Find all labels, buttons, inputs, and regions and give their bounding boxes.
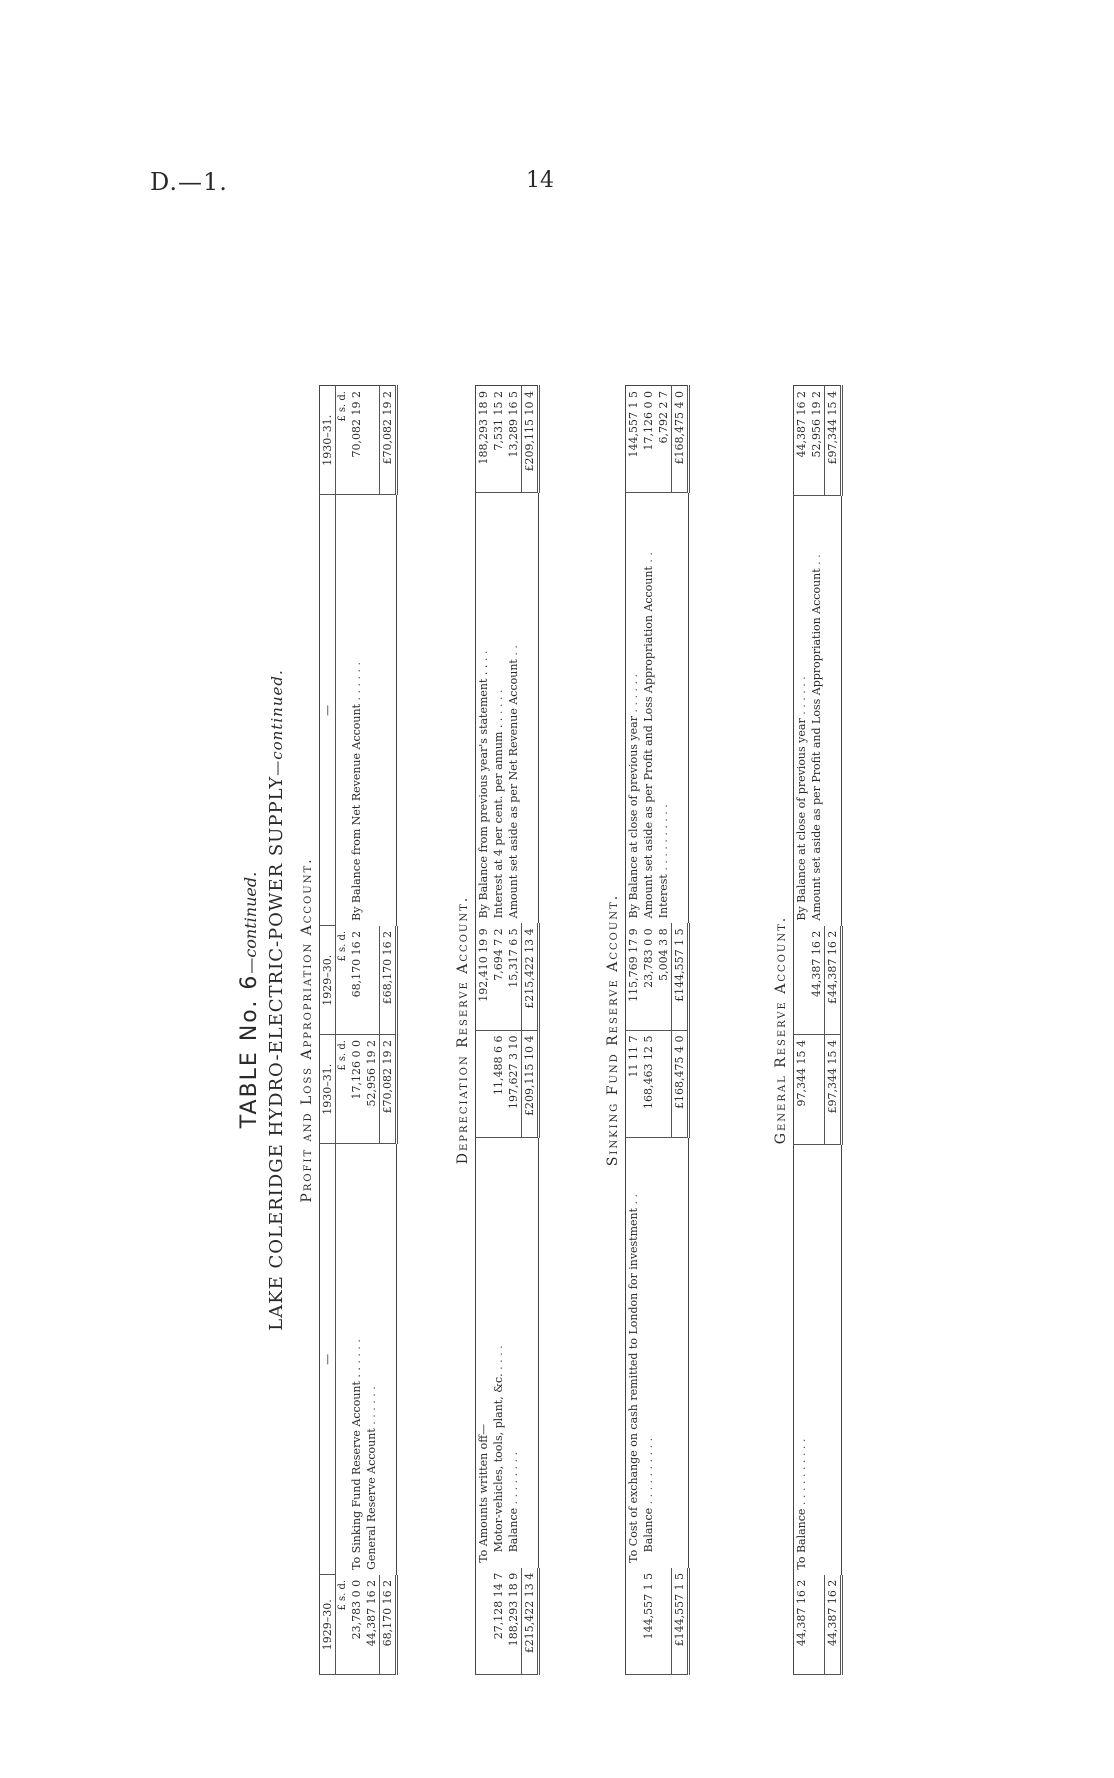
- pl-col-prev-cr: 1929–30.: [320, 926, 336, 1035]
- units-spacer: [336, 1144, 350, 1575]
- dep-h-curr: [476, 1030, 492, 1137]
- dep-c2-prev: 15,317 6 5: [506, 923, 522, 1030]
- pl-debit-total-curr: £70,082 19 2: [380, 1035, 397, 1144]
- sink-d0-curr: 11 11 7: [626, 1030, 642, 1137]
- gen-empty-c: [809, 1035, 825, 1145]
- pl-col-dash-cr: —: [320, 495, 336, 926]
- pl-c0-text: By Balance from Net Revenue Account . . . . . .: [350, 662, 363, 921]
- dep-c0-prev: 192,410 19 9: [476, 923, 492, 1030]
- gen-c0-curr: 44,387 16 2: [794, 386, 810, 496]
- scheme-title: [266, 285, 287, 1715]
- sink-c0-curr: 144,557 1 5: [626, 386, 642, 493]
- sink-credit-total-curr: £168,475 4 0: [672, 386, 689, 493]
- gen-d0-prev: 44,387 16 2: [794, 1575, 810, 1675]
- sink-d0-text: To Cost of exchange on cash remitted to London for investment . .: [627, 1193, 640, 1563]
- sink-debit-total-curr: £168,475 4 0: [672, 1030, 689, 1137]
- gen-c1-prev: 44,387 16 2: [809, 926, 825, 1035]
- dep-d0-prev: 27,128 14 7: [491, 1568, 506, 1675]
- sink-empty-b: [656, 1137, 672, 1568]
- dep-c1-text: Interest at 4 per cent. per annum . . . . . .: [492, 689, 505, 919]
- gen-heading: General Reserve Account.: [773, 915, 789, 1145]
- dep-c2-text: Amount set aside as per Net Revenue Account . .: [507, 645, 520, 919]
- table-title: [237, 285, 262, 1715]
- pl-d1-text: General Reserve Account . . . . . .: [365, 1386, 378, 1570]
- dep-d1-curr: 197,627 3 10: [506, 1030, 522, 1137]
- sink-table: [625, 385, 690, 1675]
- pl-credit-total-curr: £70,082 19 2: [380, 386, 397, 495]
- pl-col-dash: —: [320, 1144, 336, 1575]
- sink-c2-curr: 6,792 2 7: [656, 386, 672, 493]
- gen-credit-total-prev: £44,387 16 2: [825, 926, 842, 1035]
- sink-c0-prev: 115,769 17 9: [626, 923, 642, 1030]
- dep-d1-text: Balance . . . . . . . .: [507, 1451, 520, 1553]
- gen-empty-a: [809, 1575, 825, 1675]
- table-number: TABLE No. 6: [237, 973, 262, 1129]
- sink-empty-a: [656, 1568, 672, 1675]
- dep-c0-curr: 188,293 18 9: [476, 386, 492, 493]
- dep-heading: Depreciation Reserve Account.: [455, 895, 471, 1165]
- gen-d0-curr: 97,344 15 4: [794, 1035, 810, 1145]
- sink-empty-c: [656, 1030, 672, 1137]
- dep-debit-total-prev: £215,422 13 4: [522, 1568, 539, 1675]
- pl-col-curr: 1930–31.: [320, 1035, 336, 1144]
- dep-d0-curr: 11,488 6 6: [491, 1030, 506, 1137]
- dep-account: [449, 385, 540, 1675]
- pl-empty-b: [364, 495, 380, 926]
- pl-account: [293, 385, 398, 1675]
- pl-d0-curr: 17,126 0 0: [349, 1035, 364, 1144]
- pl-d0-prev: 23,783 0 0: [349, 1575, 364, 1675]
- dep-c1-prev: 7,694 7 2: [491, 923, 506, 1030]
- sink-credit-total-prev: £144,557 1 5: [672, 923, 689, 1030]
- pl-heading: Profit and Loss Appropriation Account.: [299, 857, 315, 1203]
- sink-c0-text: By Balance at close of previous year . . . . . .: [627, 674, 640, 919]
- sink-d0-prev: [626, 1568, 642, 1675]
- pl-d1-curr: 52,956 19 2: [364, 1035, 380, 1144]
- gen-debit-total-prev: 44,387 16 2: [825, 1575, 842, 1675]
- page-number: 14: [526, 168, 554, 193]
- gen-empty-b: [809, 1144, 825, 1575]
- dep-c1-curr: 7,531 15 2: [491, 386, 506, 493]
- pl-empty-c: [364, 386, 380, 495]
- gen-table: [793, 385, 843, 1675]
- sink-d1-prev: 144,557 1 5: [641, 1568, 656, 1675]
- dep-debit-total-curr: £209,115 10 4: [522, 1030, 539, 1137]
- pl-tot-spacer-cr: [380, 495, 397, 926]
- dep-d0-text: Motor-vehicles, tools, plant, &c. . . . .: [492, 1345, 505, 1553]
- sink-c2-prev: 5,004 3 8: [656, 923, 672, 1030]
- dep-credit-total-prev: £215,422 13 4: [522, 923, 539, 1030]
- pl-d1-prev: 44,387 16 2: [364, 1575, 380, 1675]
- gen-c1-curr: 52,956 19 2: [809, 386, 825, 496]
- dep-tot-spacer: [522, 1137, 539, 1568]
- pl-debit-total-prev: 68,170 16 2: [380, 1575, 397, 1675]
- units-prev: £ s. d.: [336, 1575, 350, 1675]
- units-spacer-cr: [336, 495, 350, 926]
- title-block: [227, 285, 287, 1715]
- sink-c2-text: Interest . . . . . . . . . .: [657, 804, 670, 919]
- pl-col-prev: 1929–30.: [320, 1575, 336, 1675]
- dep-table: [475, 385, 540, 1675]
- dep-credit-total-curr: £209,115 10 4: [522, 386, 539, 493]
- table-continued: —continued.: [241, 871, 260, 974]
- dep-d1-prev: 188,293 18 9: [506, 1568, 522, 1675]
- sink-d1-text: Balance . . . . . . . . . .: [642, 1437, 655, 1553]
- gen-tot-spacer-cr: [825, 495, 842, 926]
- sink-c1-text: Amount set aside as per Profit and Loss Appropriation Account . .: [642, 552, 655, 919]
- units-curr-cr: £ s. d.: [336, 386, 350, 495]
- dep-debit-head: To Amounts written off—: [477, 1423, 490, 1563]
- pl-c0-curr: 70,082 19 2: [349, 386, 364, 495]
- pl-table: [319, 385, 398, 1675]
- gen-c1-text: Amount set aside as per Profit and Loss Appropriation Account . .: [810, 554, 823, 921]
- sink-d1-curr: 168,463 12 5: [641, 1030, 656, 1137]
- gen-d0-text: To Balance . . . . . . . . . .: [795, 1438, 808, 1570]
- sink-c1-prev: 23,783 0 0: [641, 923, 656, 1030]
- gen-tot-spacer: [825, 1144, 842, 1575]
- page-code: D.—1.: [150, 168, 228, 196]
- sink-debit-total-prev: £144,557 1 5: [672, 1568, 689, 1675]
- scheme-name: LAKE COLERIDGE HYDRO-ELECTRIC-POWER SUPPLY: [266, 775, 287, 1331]
- pl-c0-prev: 68,170 16 2: [349, 926, 364, 1035]
- rotated-table-sheet: [227, 285, 947, 1715]
- dep-tot-spacer-cr: [522, 493, 539, 924]
- dep-c0-text: By Balance from previous year's statement . . . .: [477, 650, 490, 919]
- dep-h-prev: [476, 1568, 492, 1675]
- pl-credit-total-prev: £68,170 16 2: [380, 926, 397, 1035]
- gen-debit-total-curr: £97,344 15 4: [825, 1035, 842, 1145]
- sink-heading: Sinking Fund Reserve Account.: [605, 893, 621, 1167]
- gen-account: [767, 385, 843, 1675]
- gen-c0-prev: [794, 926, 810, 1035]
- sink-tot-spacer-cr: [672, 493, 689, 924]
- units-curr: £ s. d.: [336, 1035, 350, 1144]
- dep-c2-curr: 13,289 16 5: [506, 386, 522, 493]
- gen-credit-total-curr: £97,344 15 4: [825, 386, 842, 496]
- pl-empty-a: [364, 926, 380, 1035]
- pl-d0-text: To Sinking Fund Reserve Account . . . . . .: [350, 1339, 363, 1570]
- sink-c1-curr: 17,126 0 0: [641, 386, 656, 493]
- sink-tot-spacer: [672, 1137, 689, 1568]
- units-prev-cr: £ s. d.: [336, 926, 350, 1035]
- gen-c0-text: By Balance at close of previous year . . . . . .: [795, 676, 808, 921]
- scheme-continued: —continued.: [268, 669, 286, 776]
- pl-col-curr-cr: 1930–31.: [320, 386, 336, 495]
- pl-tot-spacer: [380, 1144, 397, 1575]
- sink-account: [599, 385, 690, 1675]
